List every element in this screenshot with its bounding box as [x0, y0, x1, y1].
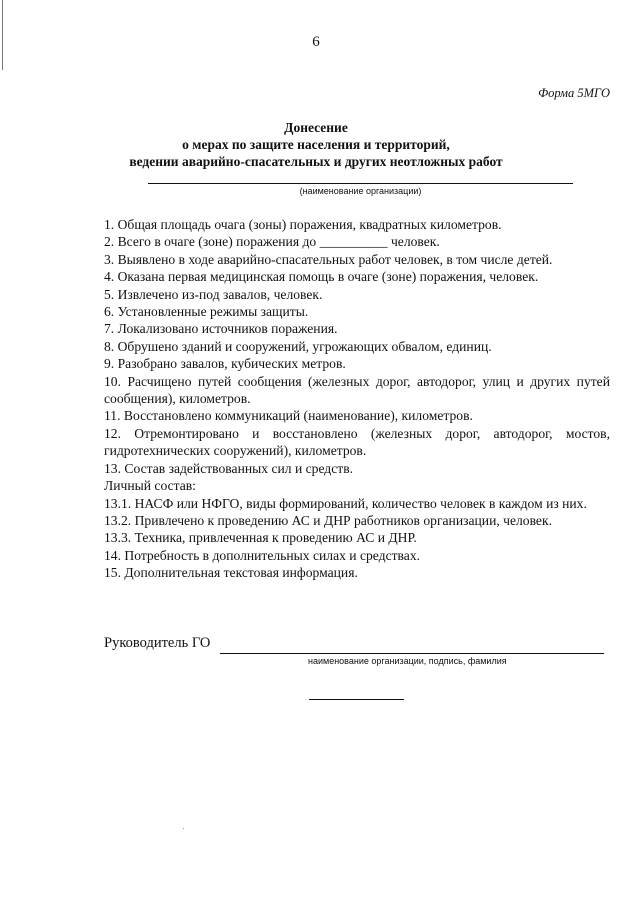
- page-number: 6: [312, 34, 320, 50]
- title-line-1: Донесение: [284, 120, 348, 135]
- report-item-12: 12. Отремонтировано и восстановлено (железных дорог, автодорог, мостов, гидротехнических сооружений), километров.: [104, 425, 610, 459]
- report-item-13: 13. Состав задействованных сил и средств.: [104, 460, 354, 476]
- report-item-9: 9. Разобрано завалов, кубических метров.: [104, 356, 346, 372]
- document-title: [0, 119, 632, 170]
- form-code: Форма 5МГО: [538, 86, 610, 100]
- organization-caption: (наименование организации): [299, 186, 422, 196]
- report-item-13-3: 13.3. Техника, привлеченная к проведению АС и ДНР.: [104, 530, 417, 546]
- title-line-3: ведении аварийно-спасательных и других неотложных работ: [129, 154, 503, 169]
- report-item-3: 3. Выявлено в ходе аварийно-спасательных работ человек, в том числе детей.: [104, 251, 553, 267]
- report-item-7: 7. Локализовано источников поражения.: [104, 321, 338, 337]
- report-item-11: 11. Восстановлено коммуникаций (наименование), километров.: [104, 408, 473, 424]
- report-item-1: 1. Общая площадь очага (зоны) поражения, квадратных километров.: [104, 217, 502, 232]
- title-line-2: о мерах по защите населения и территорий,: [182, 137, 450, 152]
- report-item-8: 8. Обрушено зданий и сооружений, угрожающих обвалом, единиц.: [104, 338, 492, 354]
- report-item-4: 4. Оказана первая медицинская помощь в очаге (зоне) поражения, человек.: [104, 269, 539, 285]
- signature-line: [220, 653, 604, 654]
- report-item-6: 6. Установленные режимы защиты.: [104, 304, 309, 320]
- report-item-10: 10. Расчищено путей сообщения (железных дорог, автодорог, улиц и других путей сообщения), километров.: [104, 373, 610, 407]
- report-item-13-2: 13.2. Привлечено к проведению АС и ДНР работников организации, человек.: [104, 512, 552, 528]
- scan-speck: [183, 828, 184, 829]
- report-item-2: 2. Всего в очаге (зоне) поражения до __________ человек.: [104, 234, 440, 250]
- end-rule: [309, 699, 404, 700]
- signature-label: Руководитель ГО: [104, 635, 211, 651]
- report-item-5: 5. Извлечено из-под завалов, человек.: [104, 286, 323, 302]
- report-item-15: 15. Дополнительная текстовая информация.: [104, 565, 358, 581]
- personnel-heading: Личный состав:: [104, 478, 196, 494]
- report-item-13-1: 13.1. НАСФ или НФГО, виды формирований, количество человек в каждом из них.: [104, 495, 587, 511]
- signature-caption: наименование организации, подпись, фамилия: [308, 656, 507, 666]
- report-item-14: 14. Потребность в дополнительных силах и средствах.: [104, 547, 421, 563]
- report-items-list: [104, 216, 610, 582]
- organization-name-line: [148, 183, 573, 184]
